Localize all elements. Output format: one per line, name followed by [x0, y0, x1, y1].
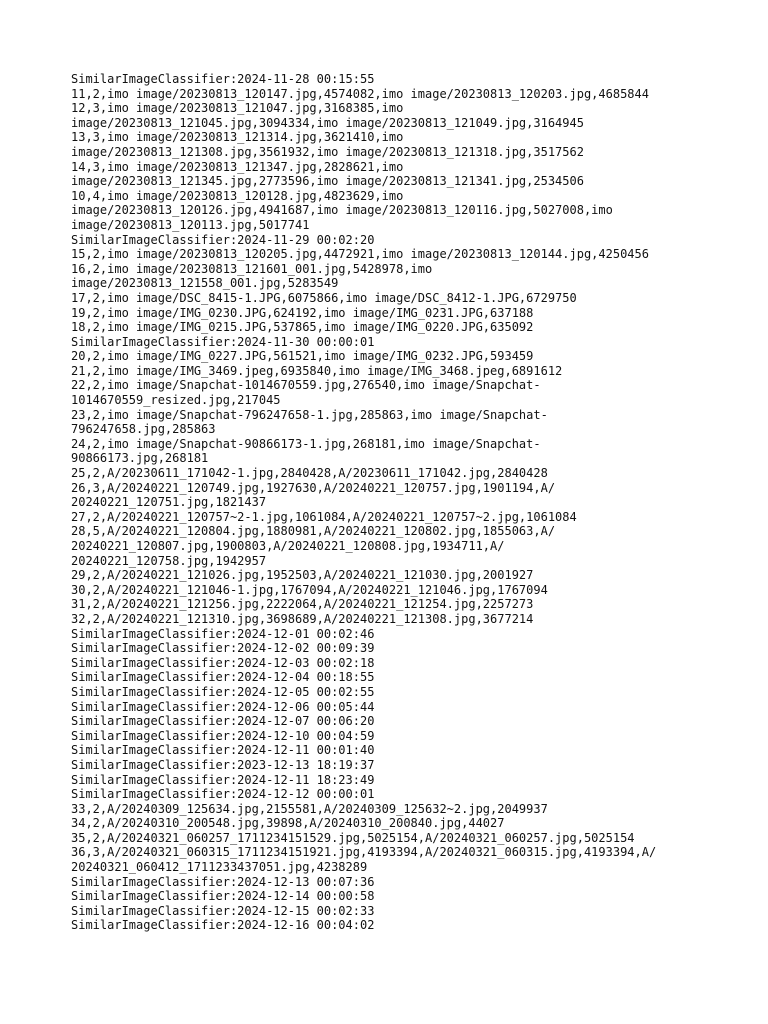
log-line: SimilarImageClassifier:2024-12-02 00:09:39	[71, 641, 375, 656]
log-line: 14,3,imo image/20230813_121347.jpg,2828621,imo	[71, 159, 404, 174]
log-document	[71, 72, 751, 933]
log-line: SimilarImageClassifier:2024-12-06 00:05:44	[71, 699, 375, 714]
log-line: SimilarImageClassifier:2023-12-13 18:19:37	[71, 757, 375, 772]
log-line: 30,2,A/20240221_121046-1.jpg,1767094,A/20240221_121046.jpg,1767094	[71, 582, 548, 597]
log-line: image/20230813_121045.jpg,3094334,imo image/20230813_121049.jpg,3164945	[71, 115, 584, 130]
log-line: 11,2,imo image/20230813_120147.jpg,4574082,imo image/20230813_120203.jpg,4685844	[71, 86, 649, 101]
log-line: 12,3,imo image/20230813_121047.jpg,3168385,imo	[71, 101, 404, 116]
log-line: SimilarImageClassifier:2024-12-10 00:04:59	[71, 728, 375, 743]
log-line: image/20230813_121308.jpg,3561932,imo image/20230813_121318.jpg,3517562	[71, 144, 584, 159]
log-line: image/20230813_121558_001.jpg,5283549	[71, 276, 339, 291]
log-line: 90866173.jpg,268181	[71, 451, 209, 466]
log-line: 25,2,A/20230611_171042-1.jpg,2840428,A/20230611_171042.jpg,2840428	[71, 466, 548, 481]
log-line: SimilarImageClassifier:2024-12-11 00:01:40	[71, 743, 375, 758]
log-line: SimilarImageClassifier:2024-12-14 00:00:58	[71, 889, 375, 904]
log-line: 22,2,imo image/Snapchat-1014670559.jpg,276540,imo image/Snapchat-	[71, 378, 541, 393]
log-line: SimilarImageClassifier:2024-12-15 00:02:33	[71, 903, 375, 918]
log-line: 26,3,A/20240221_120749.jpg,1927630,A/20240221_120757.jpg,1901194,A/	[71, 480, 556, 495]
log-line: 20240221_120751.jpg,1821437	[71, 495, 267, 510]
log-line: image/20230813_120113.jpg,5017741	[71, 217, 310, 232]
log-line: SimilarImageClassifier:2024-11-28 00:15:55	[71, 72, 375, 86]
log-line: 21,2,imo image/IMG_3469.jpeg,6935840,imo image/IMG_3468.jpeg,6891612	[71, 363, 563, 378]
log-line: 23,2,imo image/Snapchat-796247658-1.jpg,285863,imo image/Snapchat-	[71, 407, 548, 422]
log-line: SimilarImageClassifier:2024-12-12 00:00:01	[71, 787, 375, 802]
log-line: 20,2,imo image/IMG_0227.JPG,561521,imo image/IMG_0232.JPG,593459	[71, 349, 534, 364]
log-line: image/20230813_120126.jpg,4941687,imo image/20230813_120116.jpg,5027008,imo	[71, 203, 613, 218]
log-line: SimilarImageClassifier:2024-12-05 00:02:55	[71, 684, 375, 699]
log-line: 24,2,imo image/Snapchat-90866173-1.jpg,268181,imo image/Snapchat-	[71, 436, 541, 451]
log-line: 10,4,imo image/20230813_120128.jpg,4823629,imo	[71, 188, 404, 203]
log-line: 16,2,imo image/20230813_121601_001.jpg,5428978,imo	[71, 261, 433, 276]
log-line: SimilarImageClassifier:2024-11-29 00:02:20	[71, 232, 375, 247]
log-line: 19,2,imo image/IMG_0230.JPG,624192,imo image/IMG_0231.JPG,637188	[71, 305, 534, 320]
log-line: SimilarImageClassifier:2024-11-30 00:00:01	[71, 334, 375, 349]
log-line: image/20230813_121345.jpg,2773596,imo image/20230813_121341.jpg,2534506	[71, 174, 584, 189]
log-line: 27,2,A/20240221_120757~2-1.jpg,1061084,A/20240221_120757~2.jpg,1061084	[71, 509, 577, 524]
log-line: 31,2,A/20240221_121256.jpg,2222064,A/20240221_121254.jpg,2257273	[71, 597, 534, 612]
log-line: 1014670559_resized.jpg,217045	[71, 393, 281, 408]
log-line: 20240221_120807.jpg,1900803,A/20240221_120808.jpg,1934711,A/	[71, 539, 505, 553]
log-line: 17,2,imo image/DSC_8415-1.JPG,6075866,imo image/DSC_8412-1.JPG,6729750	[71, 290, 577, 305]
log-line: 13,3,imo image/20230813_121314.jpg,3621410,imo	[71, 130, 404, 145]
log-line: 36,3,A/20240321_060315_1711234151921.jpg,4193394,A/20240321_060315.jpg,4193394,A/	[71, 845, 657, 860]
log-line: SimilarImageClassifier:2024-12-01 00:02:46	[71, 626, 375, 641]
log-line: 35,2,A/20240321_060257_1711234151529.jpg,5025154,A/20240321_060257.jpg,5025154	[71, 830, 635, 845]
log-line: 15,2,imo image/20230813_120205.jpg,4472921,imo image/20230813_120144.jpg,4250456	[71, 247, 649, 262]
log-line: 32,2,A/20240221_121310.jpg,3698689,A/20240221_121308.jpg,3677214	[71, 611, 534, 626]
log-line: 29,2,A/20240221_121026.jpg,1952503,A/20240221_121030.jpg,2001927	[71, 568, 534, 583]
log-line: 34,2,A/20240310_200548.jpg,39898,A/20240310_200840.jpg,44027	[71, 816, 505, 831]
log-line: SimilarImageClassifier:2024-12-03 00:02:18	[71, 655, 375, 670]
log-line: 20240221_120758.jpg,1942957	[71, 553, 267, 568]
log-line: 796247658.jpg,285863	[71, 422, 216, 437]
log-line: 18,2,imo image/IMG_0215.JPG,537865,imo image/IMG_0220.JPG,635092	[71, 320, 534, 335]
log-line: SimilarImageClassifier:2024-12-11 18:23:49	[71, 772, 375, 787]
log-line: SimilarImageClassifier:2024-12-04 00:18:55	[71, 670, 375, 685]
log-line: 20240321_060412_1711233437051.jpg,4238289	[71, 860, 368, 875]
log-line: 28,5,A/20240221_120804.jpg,1880981,A/20240221_120802.jpg,1855063,A/	[71, 524, 556, 539]
log-line: SimilarImageClassifier:2024-12-13 00:07:36	[71, 874, 375, 889]
log-line: SimilarImageClassifier:2024-12-16 00:04:02	[71, 918, 375, 933]
log-line: 33,2,A/20240309_125634.jpg,2155581,A/20240309_125632~2.jpg,2049937	[71, 801, 548, 816]
log-line: SimilarImageClassifier:2024-12-07 00:06:20	[71, 714, 375, 729]
